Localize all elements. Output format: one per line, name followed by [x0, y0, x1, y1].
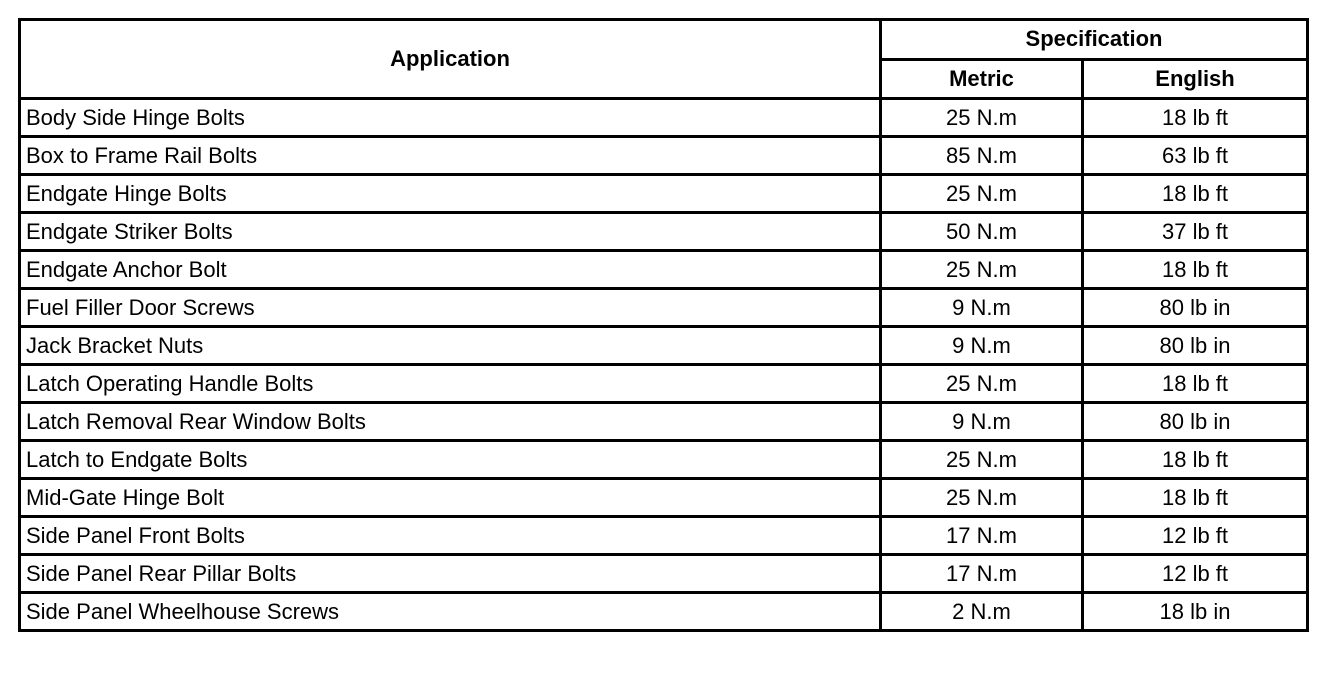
- table-row: [20, 555, 1308, 593]
- metric-cell: 50 N.m: [881, 213, 1083, 251]
- metric-cell: 17 N.m: [881, 555, 1083, 593]
- table-row: [20, 327, 1308, 365]
- application-cell: Fuel Filler Door Screws: [20, 289, 881, 327]
- metric-cell: 9 N.m: [881, 327, 1083, 365]
- application-cell: Endgate Anchor Bolt: [20, 251, 881, 289]
- english-cell: 80 lb in: [1083, 403, 1308, 441]
- table-row: [20, 517, 1308, 555]
- application-cell: Latch Operating Handle Bolts: [20, 365, 881, 403]
- table-row: [20, 593, 1308, 631]
- column-header-application: Application: [20, 20, 881, 99]
- metric-cell: 2 N.m: [881, 593, 1083, 631]
- english-cell: 18 lb ft: [1083, 365, 1308, 403]
- english-cell: 18 lb ft: [1083, 175, 1308, 213]
- english-cell: 80 lb in: [1083, 289, 1308, 327]
- application-cell: Mid-Gate Hinge Bolt: [20, 479, 881, 517]
- metric-cell: 25 N.m: [881, 365, 1083, 403]
- english-cell: 37 lb ft: [1083, 213, 1308, 251]
- table-row: [20, 403, 1308, 441]
- english-cell: 80 lb in: [1083, 327, 1308, 365]
- table-header: [20, 20, 1308, 99]
- english-cell: 18 lb in: [1083, 593, 1308, 631]
- application-cell: Jack Bracket Nuts: [20, 327, 881, 365]
- application-cell: Side Panel Front Bolts: [20, 517, 881, 555]
- metric-cell: 85 N.m: [881, 137, 1083, 175]
- metric-cell: 25 N.m: [881, 251, 1083, 289]
- application-cell: Body Side Hinge Bolts: [20, 99, 881, 137]
- table-row: [20, 251, 1308, 289]
- column-header-english: English: [1083, 59, 1308, 99]
- table-body: [20, 99, 1308, 631]
- metric-cell: 9 N.m: [881, 403, 1083, 441]
- english-cell: 12 lb ft: [1083, 517, 1308, 555]
- application-cell: Latch to Endgate Bolts: [20, 441, 881, 479]
- english-cell: 18 lb ft: [1083, 99, 1308, 137]
- english-cell: 12 lb ft: [1083, 555, 1308, 593]
- metric-cell: 25 N.m: [881, 175, 1083, 213]
- table-row: [20, 289, 1308, 327]
- table-row: [20, 175, 1308, 213]
- metric-cell: 25 N.m: [881, 441, 1083, 479]
- column-header-specification: Specification: [881, 20, 1308, 60]
- application-cell: Endgate Hinge Bolts: [20, 175, 881, 213]
- table-row: [20, 441, 1308, 479]
- table-row: [20, 137, 1308, 175]
- application-cell: Side Panel Wheelhouse Screws: [20, 593, 881, 631]
- column-header-metric: Metric: [881, 59, 1083, 99]
- application-cell: Box to Frame Rail Bolts: [20, 137, 881, 175]
- torque-spec-table: [18, 18, 1309, 632]
- application-cell: Side Panel Rear Pillar Bolts: [20, 555, 881, 593]
- english-cell: 18 lb ft: [1083, 251, 1308, 289]
- metric-cell: 9 N.m: [881, 289, 1083, 327]
- application-cell: Endgate Striker Bolts: [20, 213, 881, 251]
- english-cell: 63 lb ft: [1083, 137, 1308, 175]
- table-row: [20, 479, 1308, 517]
- metric-cell: 17 N.m: [881, 517, 1083, 555]
- table-row: [20, 213, 1308, 251]
- table-row: [20, 365, 1308, 403]
- application-cell: Latch Removal Rear Window Bolts: [20, 403, 881, 441]
- english-cell: 18 lb ft: [1083, 441, 1308, 479]
- metric-cell: 25 N.m: [881, 479, 1083, 517]
- metric-cell: 25 N.m: [881, 99, 1083, 137]
- header-row-top: [20, 20, 1308, 60]
- table-row: [20, 99, 1308, 137]
- english-cell: 18 lb ft: [1083, 479, 1308, 517]
